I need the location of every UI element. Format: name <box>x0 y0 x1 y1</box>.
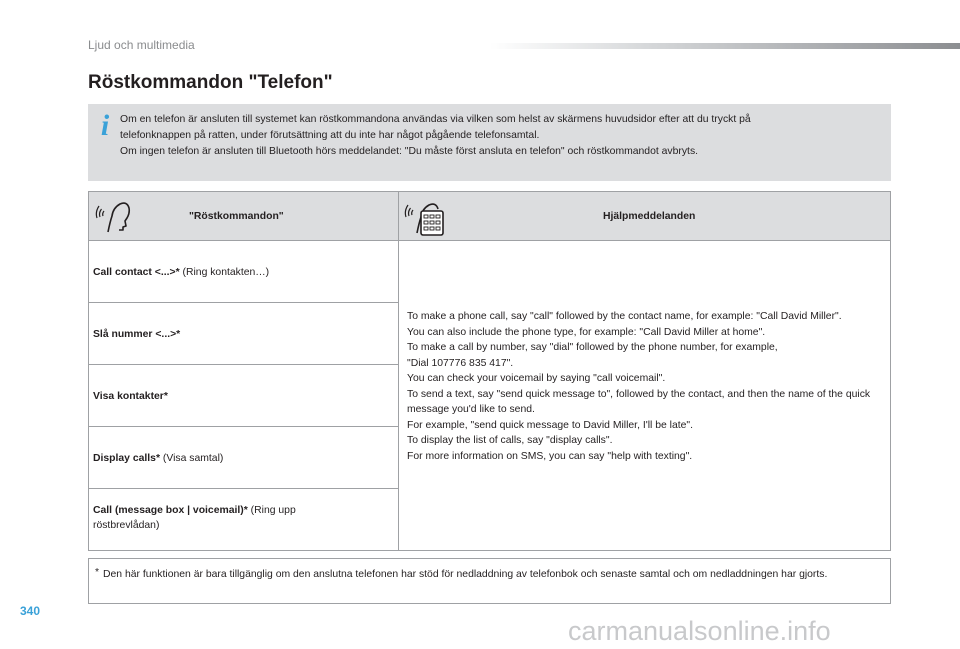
voice-command-icon <box>95 200 131 239</box>
command-description: (Ring kontakten…) <box>179 267 270 278</box>
help-line: For more information on SMS, you can say "help with texting". <box>407 450 693 462</box>
help-line: "Dial 107776 835 417". <box>407 357 514 369</box>
table-header-help <box>399 192 890 241</box>
info-line: Om ingen telefon är ansluten till Bluetooth hörs meddelandet: "Du måste först ansluta en telefon" och röstkommandot avbryts. <box>120 146 699 157</box>
help-line: For example, "send quick message to David Miller, I'll be late". <box>407 419 693 431</box>
header-help-label: Hjälpmeddelanden <box>603 211 696 222</box>
command-name: Slå nummer <...>* <box>93 329 181 340</box>
info-text <box>120 112 880 160</box>
commands-column <box>89 241 399 550</box>
command-name: Visa kontakter* <box>93 391 168 402</box>
command-description: (Ring upp röstbrevlådan) <box>93 505 296 531</box>
table-header-commands <box>89 192 399 241</box>
page-title: Röstkommandon "Telefon" <box>88 72 333 93</box>
section-label: Ljud och multimedia <box>88 38 195 52</box>
voice-command-table <box>88 191 891 551</box>
table-row <box>89 427 398 489</box>
command-description: (Visa samtal) <box>160 453 224 464</box>
info-line: telefonknappen på ratten, under förutsättning att du inte har något pågående telefonsamtal. <box>120 130 540 141</box>
table-row <box>89 489 398 551</box>
header-commands-label: "Röstkommandon" <box>189 211 284 222</box>
help-line: You can check your voicemail by saying "call voicemail". <box>407 373 666 384</box>
footnote-box <box>88 558 891 604</box>
help-line: To send a text, say "send quick message to", followed by the contact, and then the name of the quick message you'd like to send. <box>407 388 871 415</box>
help-line: To make a call by number, say "dial" followed by the phone number, for example, <box>407 342 778 353</box>
help-column <box>399 241 890 550</box>
watermark: carmanualsonline.info <box>568 616 831 646</box>
help-line: You can also include the phone type, for example: "Call David Miller at home". <box>407 326 766 338</box>
help-message-icon <box>404 199 446 242</box>
footnote-star: * <box>95 567 100 578</box>
command-name: Call (message box | voicemail)* <box>93 505 248 516</box>
table-row <box>89 365 398 427</box>
page-number: 340 <box>20 604 41 618</box>
help-line: To make a phone call, say "call" followed by the contact name, for example: "Call David Miller". <box>407 311 842 322</box>
info-line: Om en telefon är ansluten till systemet kan röstkommandona användas via vilken som helst av skärmens huvudsidor efter att du tryckt på <box>120 114 751 125</box>
header-gradient-bar <box>490 43 960 49</box>
command-name: Call contact <...>* <box>93 267 180 278</box>
help-line: To display the list of calls, say "display calls". <box>407 435 613 446</box>
info-icon: i <box>100 109 110 142</box>
table-row <box>89 303 398 365</box>
table-row <box>89 241 398 303</box>
footnote-text: Den här funktionen är bara tillgänglig om den anslutna telefonen har stöd för nedladdning av telefonbok och senaste samtal och om nedladdningen har gjorts. <box>103 569 828 580</box>
command-name: Display calls* <box>93 453 161 464</box>
help-text <box>407 309 877 464</box>
